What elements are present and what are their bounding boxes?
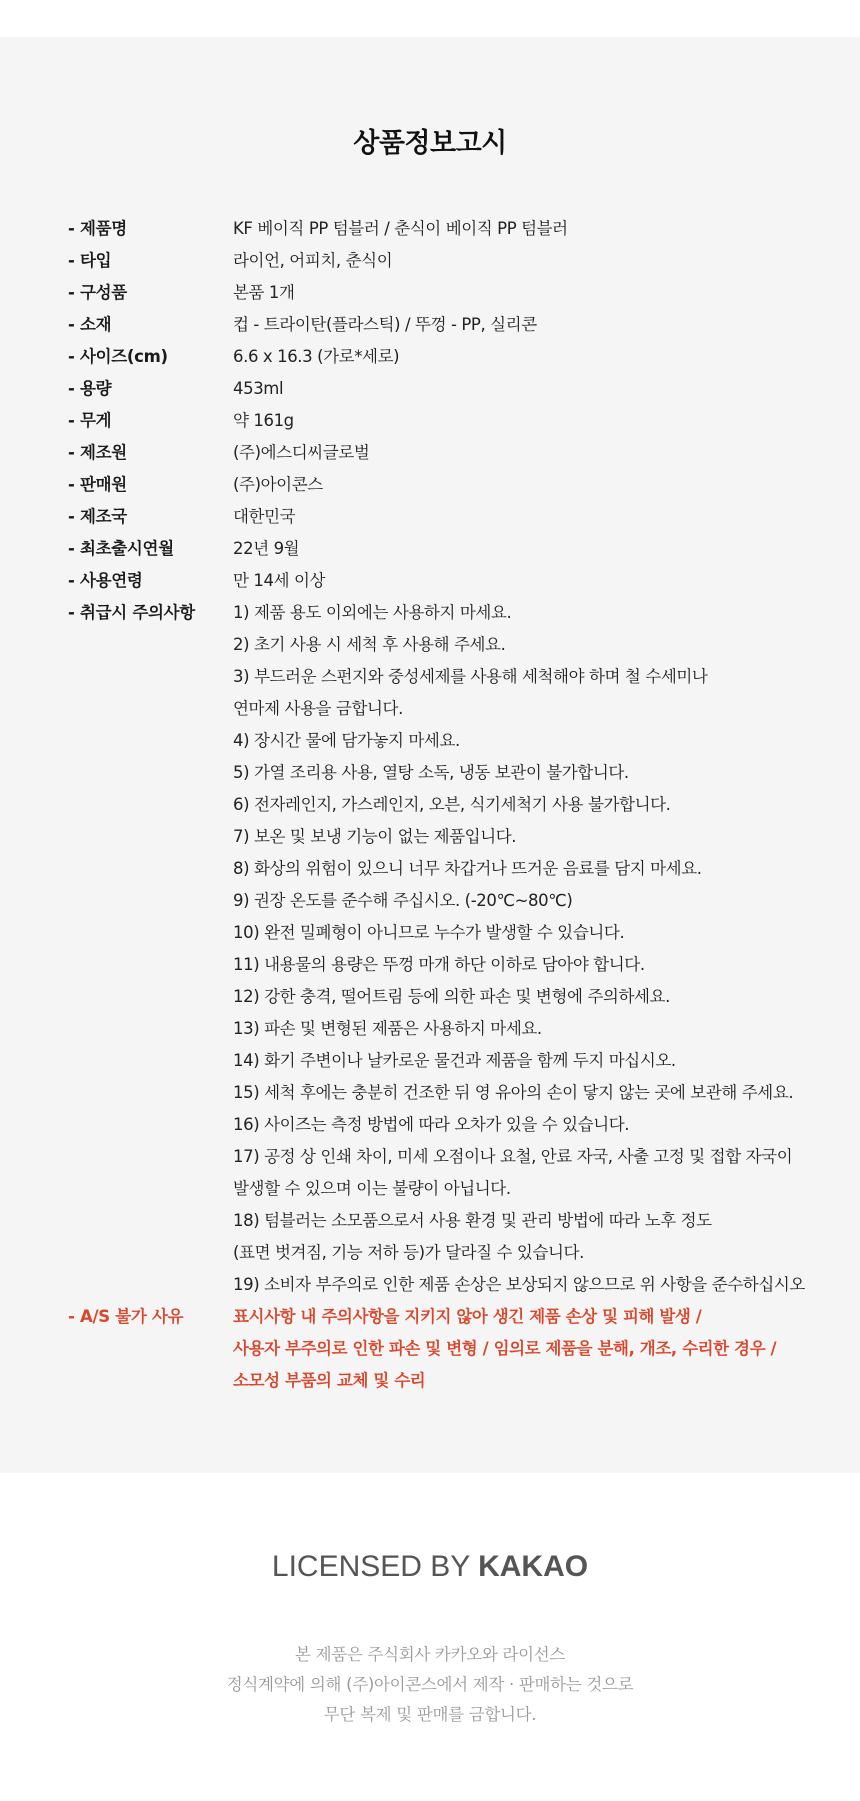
spec-label: - 사이즈(cm): [68, 347, 168, 366]
spec-value-line: 11) 내용물의 용량은 뚜껑 마개 하단 이하로 담아야 합니다.: [233, 955, 645, 974]
spec-value-line: 사용자 부주의로 인한 파손 및 변형 / 임의로 제품을 분해, 개조, 수리한 경우 /: [233, 1339, 777, 1358]
spec-value-line: 22년 9월: [233, 539, 300, 558]
spec-value-line: 19) 소비자 부주의로 인한 제품 손상은 보상되지 않으므로 위 사항을 준수하십시오: [233, 1275, 805, 1294]
spec-row: [68, 597, 828, 1301]
spec-value-line: 만 14세 이상: [233, 571, 326, 590]
spec-value-line: 3) 부드러운 스펀지와 중성세제를 사용해 세척해야 하며 철 수세미나: [233, 667, 708, 686]
spec-row: [68, 565, 828, 597]
spec-row: [68, 213, 828, 245]
as-warning-row: [68, 1301, 828, 1397]
spec-value: [233, 437, 828, 469]
spec-label: - 최초출시연월: [68, 539, 174, 558]
spec-value: [233, 533, 828, 565]
license-prefix: LICENSED BY: [271, 1550, 479, 1583]
spec-value-line: 5) 가열 조리용 사용, 열탕 소독, 냉동 보관이 불가합니다.: [233, 763, 629, 782]
license-brand: KAKAO: [478, 1550, 589, 1583]
spec-row: [68, 245, 828, 277]
spec-value-line: 소모성 부품의 교체 및 수리: [233, 1371, 426, 1390]
spec-value-line: 9) 권장 온도를 준수해 주십시오. (-20℃~80℃): [233, 891, 573, 910]
spec-row: [68, 469, 828, 501]
spec-row: [68, 309, 828, 341]
spec-value: [233, 501, 828, 533]
spec-label: - 제조원: [68, 443, 127, 462]
spec-label: - 취급시 주의사항: [68, 603, 195, 622]
spec-label: - 소재: [68, 315, 112, 334]
spec-value-line: 16) 사이즈는 측정 방법에 따라 오차가 있을 수 있습니다.: [233, 1115, 630, 1134]
spec-value: [233, 565, 828, 597]
spec-value-line: 대한민국: [233, 507, 296, 526]
spec-row: [68, 533, 828, 565]
license-heading: [0, 1550, 860, 1584]
product-info-panel: [0, 37, 860, 1473]
spec-row: [68, 405, 828, 437]
spec-value-line: 6.6 x 16.3 (가로*세로): [233, 347, 400, 366]
spec-value-line: 10) 완전 밀폐형이 아니므로 누수가 발생할 수 있습니다.: [233, 923, 625, 942]
spec-value-line: 4) 장시간 물에 담가놓지 마세요.: [233, 731, 460, 750]
spec-value-line: 8) 화상의 위험이 있으니 너무 차갑거나 뜨거운 음료를 담지 마세요.: [233, 859, 702, 878]
spec-table: [68, 213, 828, 1397]
spec-row: [68, 501, 828, 533]
license-notice: [0, 1640, 860, 1730]
spec-label: - 타입: [68, 251, 112, 270]
spec-value-line: KF 베이직 PP 텀블러 / 춘식이 베이직 PP 텀블러: [233, 219, 568, 238]
spec-label: - 제품명: [68, 219, 127, 238]
spec-label: - 사용연령: [68, 571, 143, 590]
spec-value-line: 약 161g: [233, 411, 294, 430]
spec-value-line: (표면 벗겨짐, 기능 저하 등)가 달라질 수 있습니다.: [233, 1243, 584, 1262]
license-line: 정식계약에 의해 (주)아이콘스에서 제작 · 판매하는 것으로: [226, 1675, 634, 1694]
spec-row: [68, 277, 828, 309]
spec-value-line: (주)에스디씨글로벌: [233, 443, 370, 462]
spec-value-line: 발생할 수 있으며 이는 불량이 아닙니다.: [233, 1179, 511, 1198]
spec-value-line: 라이언, 어피치, 춘식이: [233, 251, 393, 270]
license-line: 무단 복제 및 판매를 금합니다.: [323, 1705, 537, 1724]
spec-row: [68, 437, 828, 469]
spec-value: [233, 469, 828, 501]
spec-label: - 구성품: [68, 283, 127, 302]
spec-value: [233, 213, 828, 245]
page-title: 상품정보고시: [353, 128, 507, 159]
spec-value: [233, 341, 828, 373]
spec-value-line: 13) 파손 및 변형된 제품은 사용하지 마세요.: [233, 1019, 542, 1038]
spec-value: [233, 245, 828, 277]
spec-value-line: 15) 세척 후에는 충분히 건조한 뒤 영 유아의 손이 닿지 않는 곳에 보관해 주세요.: [233, 1083, 794, 1102]
spec-value-line: 본품 1개: [233, 283, 295, 302]
spec-value-line: 14) 화기 주변이나 날카로운 물건과 제품을 함께 두지 마십시오.: [233, 1051, 676, 1070]
spec-value-line: 표시사항 내 주의사항을 지키지 않아 생긴 제품 손상 및 피해 발생 /: [233, 1307, 702, 1326]
spec-value-line: 2) 초기 사용 시 세척 후 사용해 주세요.: [233, 635, 506, 654]
spec-value: [233, 405, 828, 437]
spec-value-line: 453ml: [233, 379, 284, 398]
spec-value-line: 연마제 사용을 금합니다.: [233, 699, 403, 718]
spec-value: [233, 309, 828, 341]
spec-value: [233, 277, 828, 309]
spec-row: [68, 373, 828, 405]
license-line: 본 제품은 주식회사 카카오와 라이선스: [294, 1645, 565, 1664]
spec-value-line: 17) 공정 상 인쇄 차이, 미세 오점이나 요철, 안료 자국, 사출 고정 및 접합 자국이: [233, 1147, 793, 1166]
spec-value-line: (주)아이콘스: [233, 475, 323, 494]
spec-label: - 판매원: [68, 475, 127, 494]
spec-value-line: 12) 강한 충격, 떨어트림 등에 의한 파손 및 변형에 주의하세요.: [233, 987, 670, 1006]
spec-value-line: 18) 텀블러는 소모품으로서 사용 환경 및 관리 방법에 따라 노후 정도: [233, 1211, 712, 1230]
spec-value-line: 7) 보온 및 보냉 기능이 없는 제품입니다.: [233, 827, 517, 846]
spec-label: - 용량: [68, 379, 112, 398]
spec-value-line: 컵 - 트라이탄(플라스틱) / 뚜껑 - PP, 실리콘: [233, 315, 537, 334]
spec-label: - A/S 불가 사유: [68, 1307, 184, 1326]
spec-label: - 무게: [68, 411, 112, 430]
spec-value-line: 6) 전자레인지, 가스레인지, 오븐, 식기세척기 사용 불가합니다.: [233, 795, 671, 814]
spec-value: [233, 597, 828, 1301]
spec-label: - 제조국: [68, 507, 127, 526]
spec-row: [68, 341, 828, 373]
spec-value: [233, 373, 828, 405]
spec-value-line: 1) 제품 용도 이외에는 사용하지 마세요.: [233, 603, 512, 622]
spec-value: [233, 1301, 828, 1397]
